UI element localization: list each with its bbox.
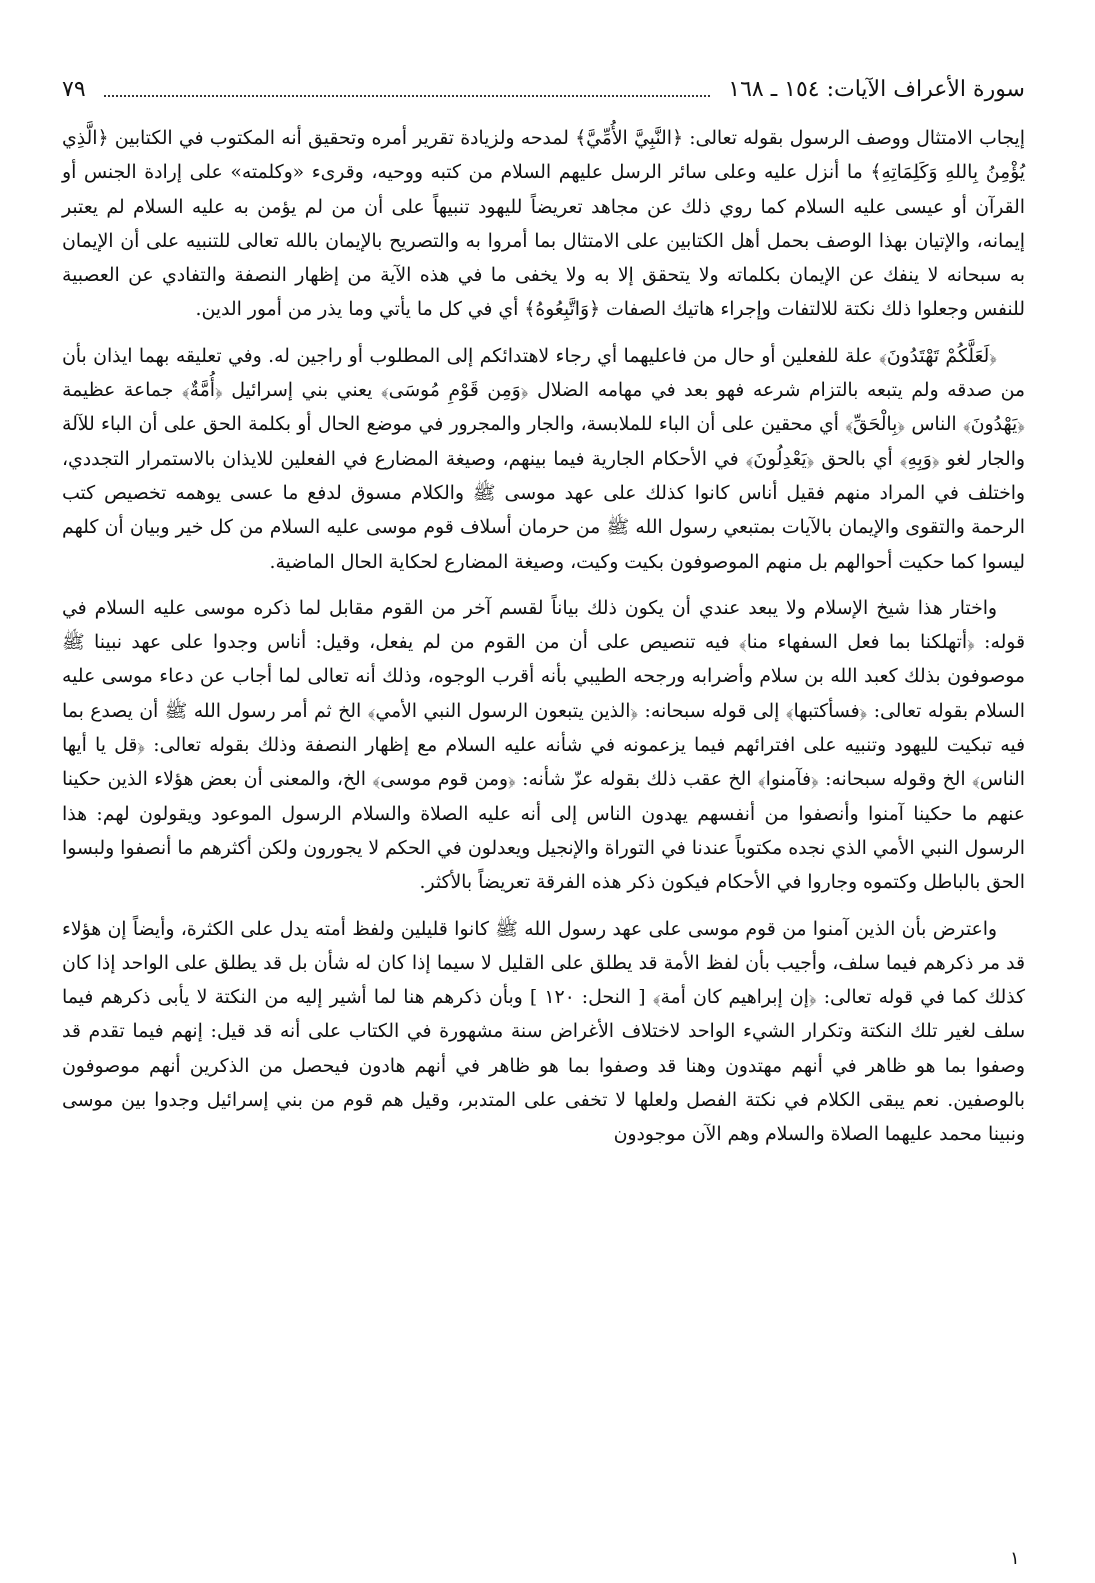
paragraph: إيجاب الامتثال ووصف الرسول بقوله تعالى: ﴿النَّبِيَّ الأُمِّيَّ﴾ لمدحه ولزيادة تقرير أمره وتحقيق أنه المكتوب في الكتابين ﴿الَّذِي يُؤْمِنُ بِاللهِ وَكَلِمَاتِهِ﴾ ما أنزل عليه وعلى سائر الرسل عليهم السلام من كتبه ووحيه، وقرىء «وكلمته» على إرادة الجنس أو القرآن أو عيسى عليه السلام كما روي ذلك عن مجاهد تعريضاً لليهود تنبيهاً على أن من لم يؤمن به عليه السلام لم يعتبر إيمانه، والإتيان بهذا الوصف بحمل أهل الكتابين على الامتثال بما أمروا به والتصريح بالإيمان بالله تعالى للتنبيه على أن الإيمان به سبحانه لا ينفك عن الإيمان بكلماته ولا يتحقق إلا به ولا يخفى ما في هذه الآية من إظهار النصفة والتفادي عن العصبية للنفس وجعلوا ذلك نكتة للالتفات وإجراء هاتيك الصفات ﴿وَاتَّبِعُوهُ﴾ أي في كل ما يأتي وما يذر من أمور الدين. bbox=[62, 128, 1025, 321]
paragraph: واعترض بأن الذين آمنوا من قوم موسى على عهد رسول الله ﷺ كانوا قليلين ولفظ أمته يدل على الكثرة، وأيضاً إن هؤلاء قد مر ذكرهم فيما سلف، وأجيب بأن لفظ الأمة قد يطلق على القليل لا سيما إذا كان له شأن بل قد يطلق على الواحد إذا كان كذلك كما في قوله تعالى: ﴿إن إبراهيم كان أمة﴾ [ النحل: ١٢٠ ] وبأن ذكرهم هنا لما أشير إليه من النكتة لا يأبى ذكرهم فيما سلف لغير تلك النكتة وتكرار الشيء الواحد لاختلاف الأغراض سنة مشهورة في الكتاب على أنه قد قيل: إنهم فيما تقدم قد وصفوا بما هو ظاهر في أنهم مهتدون وهنا قد وصفوا بما هو ظاهر في أنهم هادون فيحصل من الذكرين أنهم موصوفون بالوصفين. نعم يبقى الكلام في نكتة الفصل ولعلها لا تخفى على المتدبر، وقيل هم قوم من بني إسرائيل وجدوا بين موسى ونبينا محمد عليهما الصلاة والسلام وهم الآن موجودون bbox=[62, 918, 1026, 1146]
header-title: سورة الأعراف الآيات: ١٥٤ ـ ١٦٨ bbox=[728, 76, 1025, 102]
page-number: ٧٩ bbox=[62, 76, 86, 102]
body-text bbox=[62, 122, 1025, 1165]
footer-mark: ١ bbox=[1010, 1548, 1020, 1569]
header-leader-dots bbox=[104, 81, 711, 97]
paragraph: واختار هذا شيخ الإسلام ولا يبعد عندي أن يكون ذلك بياناً لقسم آخر من القوم مقابل لما ذكره موسى عليه السلام في قوله: ﴿أتهلكنا بما فعل السفهاء منا﴾ فيه تنصيص على أن من القوم من لم يفعل، وقيل: أناس وجدوا على عهد نبينا ﷺ موصوفون بذلك كعبد الله بن سلام وأضرابه ورجحه الطيبي بأنه أقرب الوجوه، وذلك أنه تعالى لما أجاب عن دعاء موسى عليه السلام بقوله تعالى: ﴿فسأكتبها﴾ إلى قوله سبحانه: ﴿الذين يتبعون الرسول النبي الأمي﴾ الخ ثم أمر رسول الله ﷺ أن يصدع بما فيه تبكيت لليهود وتنبيه على افترائهم فيما يزعمونه في شأنه عليه السلام مع إظهار النصفة وذلك بقوله تعالى: ﴿قل يا أيها الناس﴾ الخ وقوله سبحانه: ﴿فآمنوا﴾ الخ عقب ذلك بقوله عزّ شأنه: ﴿ومن قوم موسى﴾ الخ، والمعنى أن بعض هؤلاء الذين حكينا عنهم ما حكينا آمنوا وأنصفوا من أنفسهم يهدون الناس إلى أنه عليه الصلاة والسلام الرسول الموعود ويقولون لهم: هذا الرسول النبي الأمي الذي نجده مكتوباً عندنا في التوراة والإنجيل ويعدلون في الحكم لا يجورون ولكن أكثرهم ما أنصفوا ولبسوا الحق بالباطل وكتموه وجاروا في الأحكام فيكون ذكر هذه الفرقة تعريضاً بالأكثر. bbox=[62, 597, 1025, 894]
running-header bbox=[62, 72, 1025, 106]
paragraph: ﴿لَعَلَّكُمْ تَهْتَدُونَ﴾ علة للفعلين أو حال من فاعليهما أي رجاء لاهتدائكم إلى المطلوب أو راجين له. وفي تعليقه بهما ايذان بأن من صدقه ولم يتبعه بالتزام شرعه فهو بعد في مهامه الضلال ﴿وَمِن قَوْمِ مُوسَى﴾ يعني بني إسرائيل ﴿أُمَّةٌ﴾ جماعة عظيمة ﴿يَهْدُونَ﴾ الناس ﴿بِالْحَقِّ﴾ أي محقين على أن الباء للملابسة، والجار والمجرور في موضع الحال أو بكلمة الحق على أن الباء للآلة والجار لغو ﴿وَبِهِ﴾ أي بالحق ﴿يَعْدِلُونَ﴾ في الأحكام الجارية فيما بينهم، وصيغة المضارع في الفعلين للايذان بالاستمرار التجددي، واختلف في المراد منهم فقيل أناس كانوا كذلك على عهد موسى ﷺ والكلام مسوق لدفع ما عسى يوهمه تخصيص كتب الرحمة والتقوى والإيمان بالآيات بمتبعي رسول الله ﷺ من حرمان أسلاف قوم موسى عليه السلام من كل خير وبيان أن كلهم ليسوا كما حكيت أحوالهم بل منهم الموصوفون بكيت وكيت، وصيغة المضارع لحكاية الحال الماضية. bbox=[62, 345, 1025, 573]
